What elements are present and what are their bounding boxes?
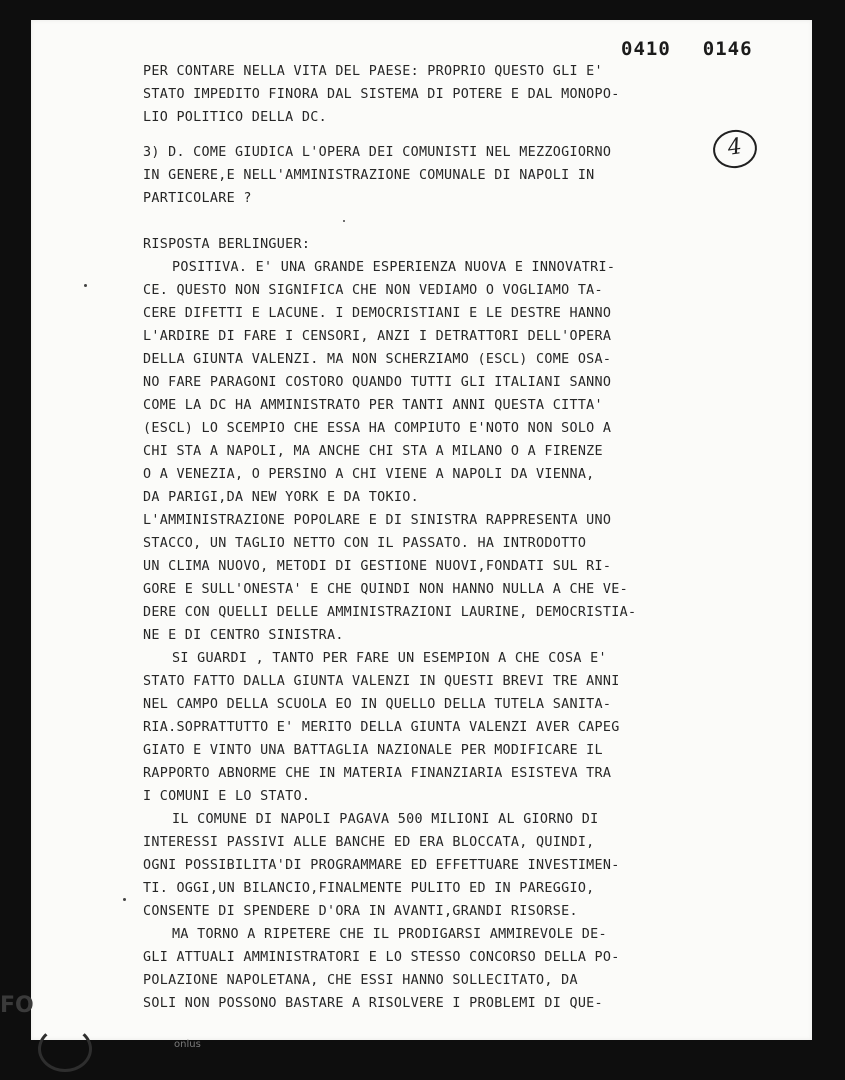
text-line: POLAZIONE NAPOLETANA, CHE ESSI HANNO SOLLECITATO, DA: [143, 973, 578, 988]
text-line: PER CONTARE NELLA VITA DEL PAESE: PROPRIO QUESTO GLI E': [143, 64, 603, 79]
text-line: O A VENEZIA, O PERSINO A CHI VIENE A NAPOLI DA VIENNA,: [143, 467, 595, 482]
text-line: GIATO E VINTO UNA BATTAGLIA NAZIONALE PER MODIFICARE IL: [143, 743, 603, 758]
text-line: GORE E SULL'ONESTA' E CHE QUINDI NON HANNO NULLA A CHE VE-: [143, 582, 628, 597]
text-line: OGNI POSSIBILITA'DI PROGRAMMARE ED EFFETTUARE INVESTIMEN-: [143, 858, 620, 873]
text-line: CHI STA A NAPOLI, MA ANCHE CHI STA A MILANO O A FIRENZE: [143, 444, 603, 459]
text-line: RIA.SOPRATTUTTO E' MERITO DELLA GIUNTA VALENZI AVER CAPEG: [143, 720, 620, 735]
paragraph-5: [143, 923, 636, 1015]
text-line: MA TORNO A RIPETERE CHE IL PRODIGARSI AMMIREVOLE DE-: [172, 927, 607, 942]
text-line: CERE DIFETTI E LACUNE. I DEMOCRISTIANI E LE DESTRE HANNO: [143, 306, 612, 321]
text-line: CE. QUESTO NON SIGNIFICA CHE NON VEDIAMO O VOGLIAMO TA-: [143, 283, 603, 298]
text-line: STACCO, UN TAGLIO NETTO CON IL PASSATO. HA INTRODOTTO: [143, 536, 587, 551]
text-line: IL COMUNE DI NAPOLI PAGAVA 500 MILIONI AL GIORNO DI: [172, 812, 599, 827]
text-line: GLI ATTUALI AMMINISTRATORI E LO STESSO CONCORSO DELLA PO-: [143, 950, 620, 965]
archive-code-right: 0146: [702, 38, 753, 60]
paragraph-1: [143, 256, 636, 509]
document-body: [143, 60, 636, 1015]
text-line: UN CLIMA NUOVO, METODI DI GESTIONE NUOVI,FONDATI SUL RI-: [143, 559, 612, 574]
archive-code-left: 0410: [621, 38, 671, 60]
text-line: L'AMMINISTRAZIONE POPOLARE E DI SINISTRA RAPPRESENTA UNO: [143, 513, 612, 528]
answer-heading: RISPOSTA BERLINGUER:: [143, 237, 311, 252]
paper-speck: [343, 220, 345, 222]
watermark-subtext: onlus: [174, 1039, 201, 1050]
text-line: (ESCL) LO SCEMPIO CHE ESSA HA COMPIUTO E'NOTO NON SOLO A: [143, 421, 612, 436]
watermark-logo: FO: [0, 993, 34, 1018]
text-line: LIO POLITICO DELLA DC.: [143, 110, 327, 125]
text-line: NEL CAMPO DELLA SCUOLA EO IN QUELLO DELLA TUTELA SANITA-: [143, 697, 612, 712]
question-block: [143, 141, 636, 210]
text-line: NE E DI CENTRO SINISTRA.: [143, 628, 344, 643]
paper-speck: [84, 284, 87, 287]
paragraph-4: [143, 808, 636, 923]
text-line: STATO IMPEDITO FINORA DAL SISTEMA DI POTERE E DAL MONOPO-: [143, 87, 620, 102]
watermark-ring-icon: [38, 1026, 92, 1072]
text-line: CONSENTE DI SPENDERE D'ORA IN AVANTI,GRANDI RISORSE.: [143, 904, 578, 919]
text-line: L'ARDIRE DI FARE I CENSORI, ANZI I DETRATTORI DELL'OPERA: [143, 329, 612, 344]
archive-codes: [621, 38, 753, 60]
text-line: SI GUARDI , TANTO PER FARE UN ESEMPION A CHE COSA E': [172, 651, 607, 666]
text-line: INTERESSI PASSIVI ALLE BANCHE ED ERA BLOCCATA, QUINDI,: [143, 835, 595, 850]
paragraph-3: [143, 647, 636, 808]
paper-speck: [123, 898, 126, 901]
text-line: RAPPORTO ABNORME CHE IN MATERIA FINANZIARIA ESISTEVA TRA: [143, 766, 612, 781]
intro-block: [143, 60, 636, 129]
text-line: SOLI NON POSSONO BASTARE A RISOLVERE I PROBLEMI DI QUE-: [143, 996, 603, 1011]
handwritten-page-number: 4: [711, 127, 760, 171]
text-line: DELLA GIUNTA VALENZI. MA NON SCHERZIAMO (ESCL) COME OSA-: [143, 352, 612, 367]
text-line: DERE CON QUELLI DELLE AMMINISTRAZIONI LAURINE, DEMOCRISTIA-: [143, 605, 637, 620]
text-line: 3) D. COME GIUDICA L'OPERA DEI COMUNISTI NEL MEZZOGIORNO: [143, 145, 612, 160]
text-line: STATO FATTO DALLA GIUNTA VALENZI IN QUESTI BREVI TRE ANNI: [143, 674, 620, 689]
text-line: NO FARE PARAGONI COSTORO QUANDO TUTTI GLI ITALIANI SANNO: [143, 375, 612, 390]
text-line: DA PARIGI,DA NEW YORK E DA TOKIO.: [143, 490, 419, 505]
text-line: COME LA DC HA AMMINISTRATO PER TANTI ANNI QUESTA CITTA': [143, 398, 603, 413]
text-line: I COMUNI E LO STATO.: [143, 789, 311, 804]
text-line: PARTICOLARE ?: [143, 191, 252, 206]
text-line: TI. OGGI,UN BILANCIO,FINALMENTE PULITO ED IN PAREGGIO,: [143, 881, 595, 896]
text-line: POSITIVA. E' UNA GRANDE ESPERIENZA NUOVA E INNOVATRI-: [172, 260, 616, 275]
text-line: IN GENERE,E NELL'AMMINISTRAZIONE COMUNALE DI NAPOLI IN: [143, 168, 595, 183]
paragraph-2: [143, 509, 636, 647]
